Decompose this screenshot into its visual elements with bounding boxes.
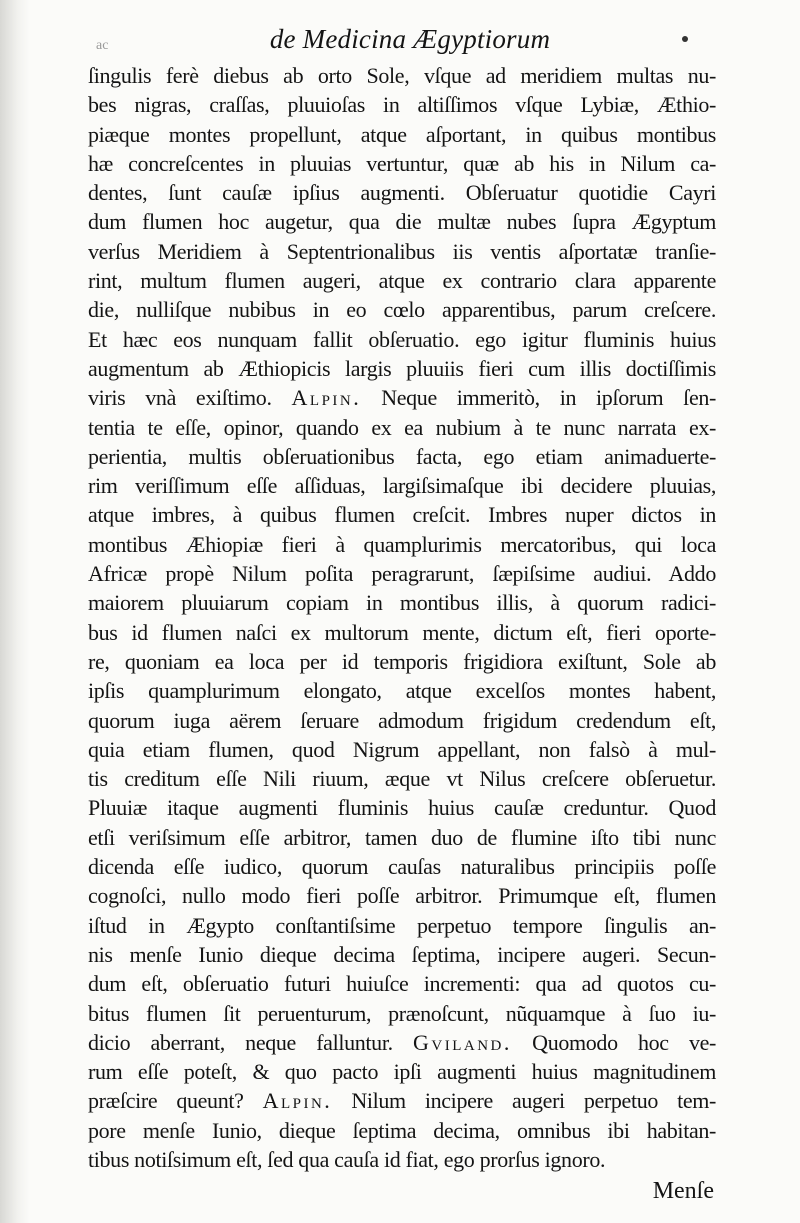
text-run: Africæ propè Nilum poſita peragrarunt, ſæpiſsime audiui. Addo bbox=[88, 561, 716, 587]
text-run: bitus flumen ſit peruenturum, prænoſcunt, nũquamque à ſuo iu- bbox=[88, 1000, 716, 1026]
text-line bbox=[88, 999, 716, 1028]
text-run: quia etiam flumen, quod Nigrum appellant, non falsò à mul- bbox=[88, 736, 716, 762]
text-run: tentia te eſſe, opinor, quando ex ea nubium à te nunc narrata ex- bbox=[88, 414, 716, 440]
text-run: hæ concreſcentes in pluuias vertuntur, quæ ab his in Nilum ca- bbox=[88, 150, 716, 176]
text-line bbox=[88, 500, 716, 529]
running-header bbox=[0, 24, 800, 55]
text-run: re, quoniam ea loca per id temporis frigidiora exiſtunt, Sole ab bbox=[88, 648, 716, 674]
text-line bbox=[88, 383, 716, 412]
text-line bbox=[88, 266, 716, 295]
text-run: Et hæc eos nunquam fallit obſeruatio. ego igitur fluminis huius bbox=[88, 326, 716, 352]
catchword: Menſe bbox=[652, 1178, 714, 1204]
text-run: atque imbres, à quibus flumen creſcit. Imbres nuper dictos in bbox=[88, 502, 716, 528]
speaker-name: Gviland. bbox=[413, 1029, 512, 1055]
text-run: nis menſe Iunio dieque decima ſeptima, incipere augeri. Secun- bbox=[88, 941, 716, 967]
text-run: maiorem pluuiarum copiam in montibus illis, à quorum radici- bbox=[88, 590, 716, 616]
text-run: dicio aberrant, neque falluntur. bbox=[88, 1029, 414, 1055]
text-run: ipſis quamplurimum elongato, atque excelſos montes habent, bbox=[88, 678, 716, 704]
speaker-name: Alpin. bbox=[262, 1088, 333, 1114]
text-run: Pluuiæ itaque augmenti fluminis huius cauſæ creduntur. Quod bbox=[88, 795, 716, 821]
speaker-name: Alpin. bbox=[291, 385, 362, 411]
text-line bbox=[88, 676, 716, 705]
faint-mark: ac bbox=[96, 38, 109, 53]
text-run: bes nigras, craſſas, pluuioſas in altiſſimos vſque Lybiæ, Æthio- bbox=[88, 92, 716, 118]
text-line bbox=[88, 588, 716, 617]
text-line bbox=[88, 793, 716, 822]
text-line bbox=[88, 881, 716, 910]
text-run: rum eſſe poteſt, & quo pacto ipſi augmenti huius magnitudinem bbox=[88, 1059, 716, 1085]
text-line bbox=[88, 706, 716, 735]
text-line bbox=[88, 354, 716, 383]
text-line bbox=[88, 413, 716, 442]
text-line bbox=[88, 530, 716, 559]
ink-dot bbox=[682, 36, 688, 42]
text-run: bus id flumen naſci ex multorum mente, dictum eſt, fieri oporte- bbox=[88, 619, 716, 645]
running-title: de Medicina Ægyptiorum bbox=[269, 24, 551, 54]
page-gutter-shadow bbox=[0, 0, 30, 1223]
text-line bbox=[88, 823, 716, 852]
text-line bbox=[88, 178, 716, 207]
text-run: viris vnà exiſtimo. bbox=[88, 385, 292, 411]
text-run: dentes, ſunt cauſæ ipſius augmenti. Obſeruatur quotidie Cayri bbox=[88, 180, 716, 206]
text-line bbox=[88, 618, 716, 647]
text-line bbox=[88, 295, 716, 324]
text-run: die, nulliſque nubibus in eo cœlo apparentibus, parum creſcere. bbox=[88, 297, 716, 323]
text-run: dum flumen hoc augetur, qua die multæ nubes ſupra Ægyptum bbox=[88, 209, 716, 235]
text-line bbox=[88, 1028, 716, 1057]
text-run: perientia, multis obſeruationibus facta, ego etiam animaduerte- bbox=[88, 443, 716, 469]
text-line bbox=[88, 237, 716, 266]
text-line bbox=[88, 940, 716, 969]
text-line bbox=[88, 149, 716, 178]
text-line bbox=[88, 442, 716, 471]
text-line bbox=[88, 120, 716, 149]
text-line bbox=[88, 969, 716, 998]
text-line bbox=[88, 1145, 716, 1174]
text-line bbox=[88, 911, 716, 940]
text-line bbox=[88, 471, 716, 500]
text-run: dum eſt, obſeruatio futuri huiuſce incrementi: qua ad quotos cu- bbox=[88, 971, 716, 997]
text-block bbox=[88, 61, 716, 1174]
text-run: verſus Meridiem à Septentrionalibus iis ventis aſportatæ tranſie- bbox=[88, 238, 716, 264]
text-line bbox=[88, 764, 716, 793]
text-run: rim veriſſimum eſſe aſſiduas, largiſsimaſque ibi decidere pluuias, bbox=[88, 473, 716, 499]
text-run: piæque montes propellunt, atque aſportant, in quibus montibus bbox=[88, 121, 716, 147]
text-run: pore menſe Iunio, dieque ſeptima decima, omnibus ibi habitan- bbox=[88, 1117, 716, 1143]
text-line bbox=[88, 647, 716, 676]
text-line bbox=[88, 1086, 716, 1115]
text-run: etſi veriſsimum eſſe arbitror, tamen duo de flumine iſto tibi nunc bbox=[88, 824, 716, 850]
text-line bbox=[88, 61, 716, 90]
text-run: ſingulis ferè diebus ab orto Sole, vſque ad meridiem multas nu- bbox=[88, 63, 716, 88]
text-run: Neque immeritò, in ipſorum ſen- bbox=[361, 385, 716, 411]
text-run: Nilum incipere augeri perpetuo tem- bbox=[332, 1088, 716, 1114]
text-run: præſcire queunt? bbox=[88, 1088, 263, 1114]
text-line bbox=[88, 559, 716, 588]
text-line bbox=[88, 90, 716, 119]
text-line bbox=[88, 735, 716, 764]
text-line bbox=[88, 852, 716, 881]
text-run: quorum iuga aërem ſeruare admodum frigidum credendum eſt, bbox=[88, 707, 716, 733]
text-run: rint, multum flumen augeri, atque ex contrario clara apparente bbox=[88, 268, 716, 294]
text-run: cognoſci, nullo modo fieri poſſe arbitror. Primumque eſt, flumen bbox=[88, 883, 716, 909]
text-run: tibus notiſsimum eſt, ſed qua cauſa id fiat, ego prorſus ignoro. bbox=[88, 1146, 606, 1172]
text-run: Quomodo hoc ve- bbox=[511, 1029, 716, 1055]
text-line bbox=[88, 325, 716, 354]
text-line bbox=[88, 1057, 716, 1086]
text-run: tis creditum eſſe Nili riuum, æque vt Nilus creſcere obſeruetur. bbox=[88, 766, 716, 792]
text-line bbox=[88, 207, 716, 236]
text-line bbox=[88, 1116, 716, 1145]
text-run: iſtud in Ægypto conſtantiſsime perpetuo tempore ſingulis an- bbox=[88, 912, 716, 938]
text-run: dicenda eſſe iudico, quorum cauſas naturalibus principiis poſſe bbox=[88, 854, 716, 880]
text-run: augmentum ab Æthiopicis largis pluuiis fieri cum illis doctiſſimis bbox=[88, 355, 716, 381]
text-run: montibus Æhiopiæ fieri à quamplurimis mercatoribus, qui loca bbox=[88, 531, 716, 557]
